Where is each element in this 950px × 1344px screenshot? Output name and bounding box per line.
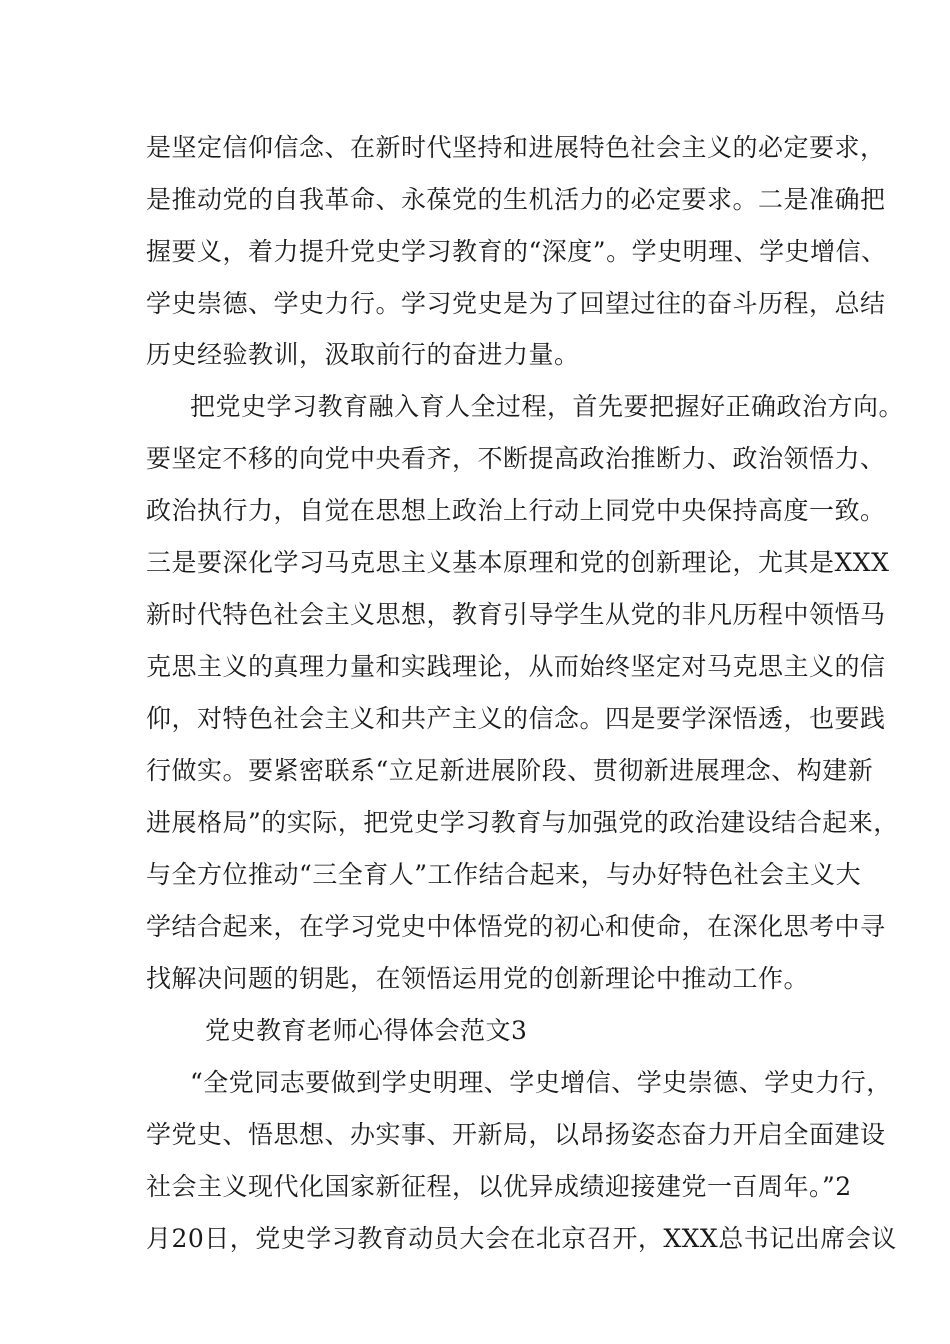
text-line: 政治执行力，自觉在思想上政治上行动上同党中央保持高度一致。 (146, 496, 886, 525)
text-line: 克思主义的真理力量和实践理论，从而始终坚定对马克思主义的信 (146, 652, 886, 681)
text-line: 学党史、悟思想、办实事、开新局，以昂扬姿态奋力开启全面建设 (146, 1120, 886, 1149)
text-line: 把党史学习教育融入育人全过程，首先要把握好正确政治方向。 (190, 392, 905, 421)
text-line: 找解决问题的钥匙，在领悟运用党的创新理论中推动工作。 (146, 964, 810, 993)
text-line: “全党同志要做到学史明理、学史增信、学史崇德、学史力行， (190, 1068, 892, 1097)
text-line: 月20日，党史学习教育动员大会在北京召开，XXX总书记出席会议 (146, 1224, 897, 1253)
text-line: 与全方位推动“三全育人”工作结合起来，与办好特色社会主义大 (146, 860, 862, 889)
text-line: 是坚定信仰信念、在新时代坚持和进展特色社会主义的必定要求， (146, 133, 886, 162)
text-line: 进展格局”的实际，把党史学习教育与加强党的政治建设结合起来， (146, 808, 899, 837)
text-line: 学结合起来，在学习党史中体悟党的初心和使命，在深化思考中寻 (146, 912, 886, 941)
text-line: 行做实。要紧密联系“立足新进展阶段、贯彻新进展理念、构建新 (146, 756, 874, 785)
text-line: 三是要深化学习马克思主义基本原理和党的创新理论，尤其是XXX (146, 548, 890, 577)
text-line: 要坚定不移的向党中央看齐，不断提高政治推断力、政治领悟力、 (146, 444, 886, 473)
section-heading: 党史教育老师心得体会范文3 (205, 1016, 528, 1045)
text-line: 学史崇德、学史力行。学习党史是为了回望过往的奋斗历程，总结 (146, 289, 886, 318)
text-line: 仰，对特色社会主义和共产主义的信念。四是要学深悟透，也要践 (146, 704, 886, 733)
text-line: 历史经验教训，汲取前行的奋进力量。 (146, 340, 580, 369)
text-line: 握要义，着力提升党史学习教育的“深度”。学史明理、学史增信、 (146, 237, 887, 266)
text-line: 社会主义现代化国家新征程，以优异成绩迎接建党一百周年。”2 (146, 1172, 852, 1201)
text-line: 新时代特色社会主义思想，教育引导学生从党的非凡历程中领悟马 (146, 600, 886, 629)
text-line: 是推动党的自我革命、永葆党的生机活力的必定要求。二是准确把 (146, 185, 886, 214)
